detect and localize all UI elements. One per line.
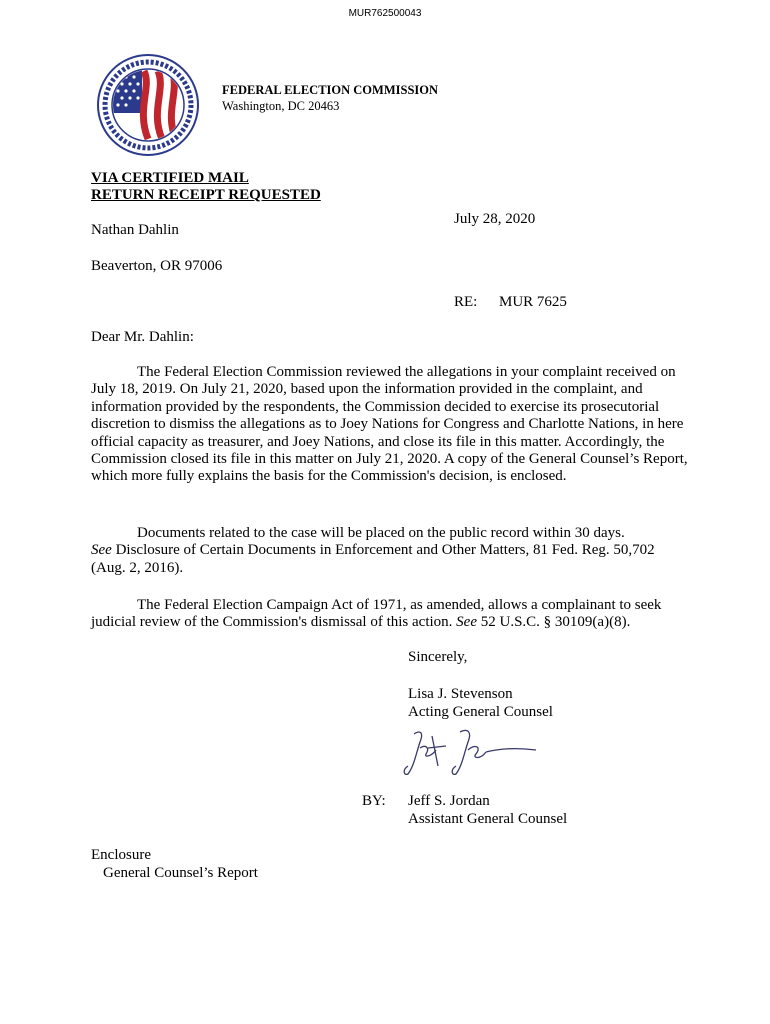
agency-name: FEDERAL ELECTION COMMISSION — [222, 83, 439, 97]
letter-date: July 28, 2020 — [454, 211, 536, 227]
closing-sincerely: Sincerely, — [408, 649, 468, 665]
body-paragraph-3 — [91, 597, 691, 632]
body-paragraph-3-text: The Federal Election Campaign Act of 1971, as amended, allows a complainant to seek judicial review of the Commission's dismissal of this action. — [91, 597, 662, 631]
salutation: Dear Mr. Dahlin: — [91, 329, 194, 345]
signer-title: Acting General Counsel — [408, 704, 553, 720]
recipient-address: Beaverton, OR 97006 — [91, 258, 223, 274]
agency-address: Washington, DC 20463 — [222, 99, 340, 113]
handwritten-signature — [402, 726, 542, 778]
by-title: Assistant General Counsel — [408, 811, 568, 827]
document-id: MUR762500043 — [348, 8, 422, 19]
see-signal: See — [456, 614, 477, 631]
body-paragraph-2-sentence: Documents related to the case will be placed on the public record within 30 days. — [137, 525, 625, 541]
body-paragraph-1-text: The Federal Election Commission reviewed the allegations in your complaint received on July 18, 2019. On July 21, 2020, based upon the information provided in the complaint, and information provided by the respondents, the Commission decided to exercise its prosecutorial discretion to dismiss the allegations as to Joey Nations for Congress and Charlotte Nations, in here official capacity as treasurer, and Joey Nations, and close its file in this matter. Accordingly, the Commission closed its file in this matter on July 21, 2020. A copy of the General Counsel’s Report, which more fully explains the basis for the Commission's decision, is enclosed. — [91, 364, 688, 485]
delivery-line-1: VIA CERTIFIED MAIL — [91, 170, 249, 186]
enclosure-item: General Counsel’s Report — [103, 865, 258, 881]
delivery-line-2: RETURN RECEIPT REQUESTED — [91, 187, 321, 203]
citation-text: 52 U.S.C. § 30109(a)(8). — [477, 614, 631, 631]
body-paragraph-1 — [91, 364, 691, 486]
by-name: Jeff S. Jordan — [408, 793, 490, 809]
citation-text: Disclosure of Certain Documents in Enforcement and Other Matters, 81 Fed. Reg. 50,702 (Aug. 2, 2016). — [91, 542, 655, 576]
by-label: BY: — [362, 793, 386, 809]
re-value: MUR 7625 — [499, 294, 567, 310]
body-paragraph-2 — [91, 525, 691, 577]
see-signal: See — [91, 542, 112, 559]
re-label: RE: — [454, 294, 478, 310]
fec-seal-icon — [96, 53, 200, 157]
recipient-name: Nathan Dahlin — [91, 222, 179, 238]
signer-name: Lisa J. Stevenson — [408, 686, 513, 702]
enclosure-label: Enclosure — [91, 847, 151, 863]
